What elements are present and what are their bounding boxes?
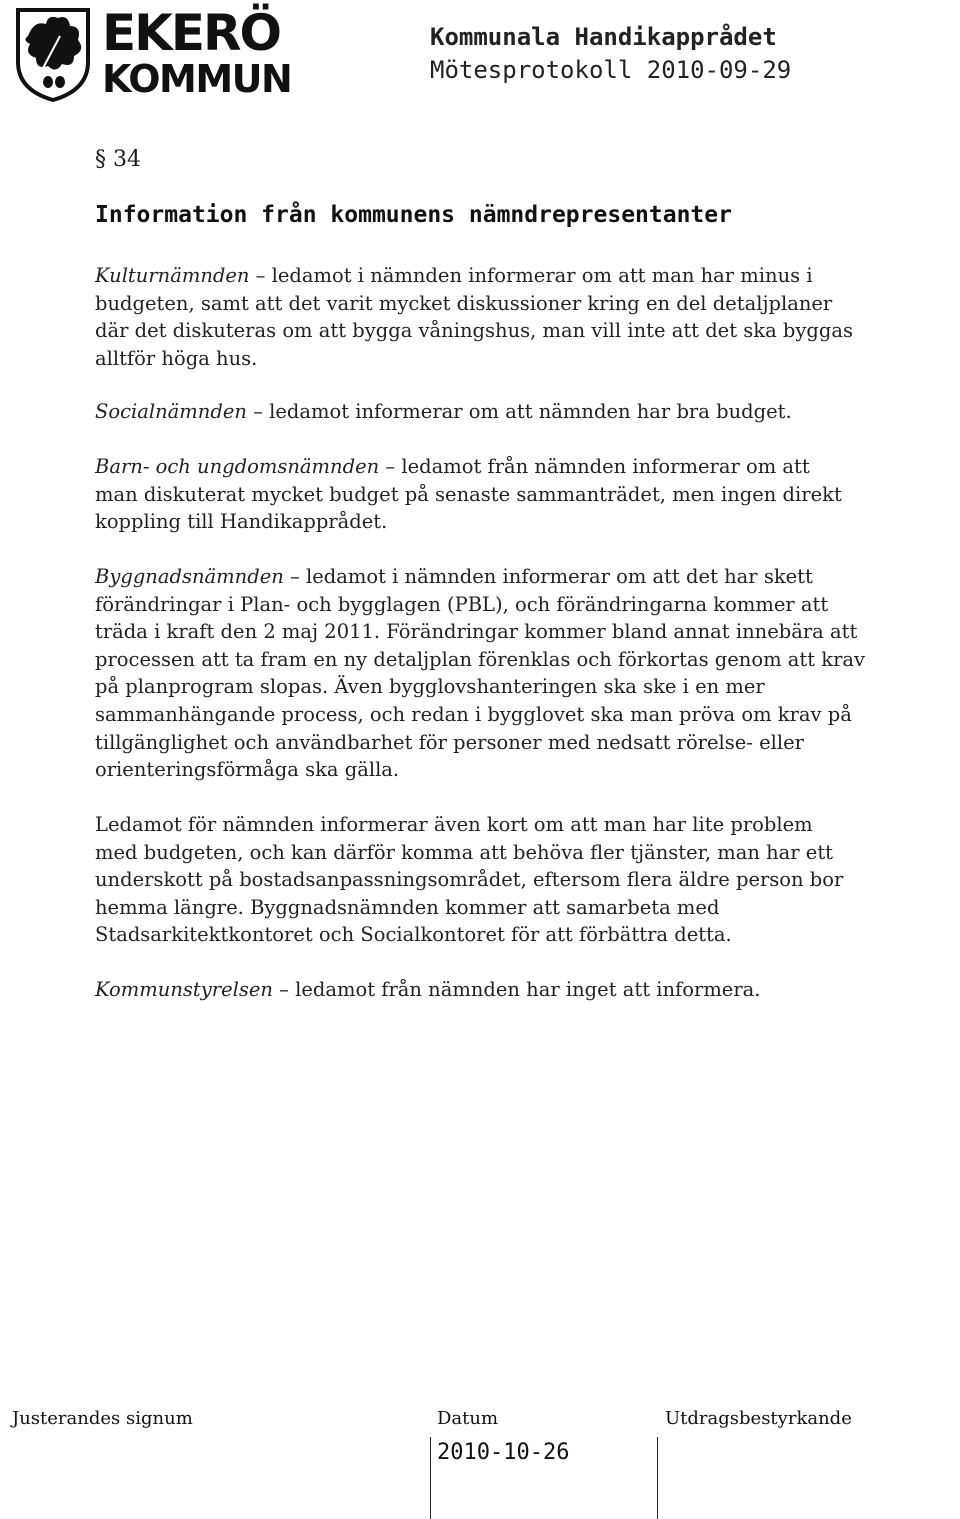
logo-text-kommun: KOMMUN [102,57,292,101]
committee-name: Socialnämnden [95,400,247,423]
paragraph-line: Stadsarkitektkontoret och Socialkontoret för att förbättra detta. [95,923,732,947]
paragraph-line: sammanhängande process, och redan i bygglovet ska man pröva om krav på [95,702,852,726]
footer-divider [657,1437,658,1519]
paragraph-line: – ledamot i nämnden informerar om att det har skett [283,565,813,588]
paragraph-line: träda i kraft den 2 maj 2011. Förändringar kommer bland annat innebära att [95,620,858,644]
paragraph-byggnadsnamnden [95,563,925,784]
paragraph-ledamot-budget [95,811,925,949]
committee-name: Kulturnämnden [95,264,250,287]
signature-label: Justerandes signum [12,1408,193,1429]
paragraph-barn-och-ungdomsnamnden [95,453,925,536]
date-label: Datum [437,1408,499,1429]
footer-divider [430,1437,431,1519]
paragraph-line: Ledamot för nämnden informerar även kort om att man har lite problem [95,813,813,836]
date-value: 2010-10-26 [437,1440,570,1465]
section-number: § 34 [95,147,141,172]
paragraph-line: orienteringsförmåga ska gälla. [95,758,400,782]
committee-name: Barn- och ungdomsnämnden [95,455,380,478]
paragraph-line: underskott på bostadsanpassningsområdet, eftersom flera äldre person bor [95,868,844,892]
paragraph-line: där det diskuteras om att bygga våningshus, man vill inte att det ska byggas [95,319,854,343]
municipality-logo [12,4,292,102]
paragraph-line: alltför höga hus. [95,346,258,370]
paragraph-line: hemma längre. Byggnadsnämnden kommer att samarbeta med [95,895,720,919]
paragraph-line: – ledamot från nämnden informerar om att [379,455,810,478]
logo-text-ekero: EKERÖ [102,4,281,62]
paragraph-line: på planprogram slopas. Även bygglovshanteringen ska ske i en mer [95,675,765,699]
paragraph-line: koppling till Handikapprådet. [95,510,388,534]
document-header [430,22,791,88]
paragraph-line: förändringar i Plan- och bygglagen (PBL), och förändringarna kommer att [95,592,829,616]
committee-name: Byggnadsnämnden [95,565,284,588]
paragraph-line: – ledamot från nämnden har inget att informera. [272,978,761,1001]
paragraph-kulturnamnden [95,262,925,372]
paragraph-line: budgeten, samt att det varit mycket diskussioner kring en del detaljplaner [95,291,833,315]
extract-certification-label: Utdragsbestyrkande [665,1408,852,1429]
paragraph-kommunstyrelsen [95,976,925,1004]
paragraph-socialnamnden [95,398,925,426]
paragraph-line: processen att ta fram en ny detaljplan förenklas och förkortas genom att krav [95,647,866,671]
paragraph-line: med budgeten, och kan därför komma att behöva fler tjänster, man har ett [95,840,834,864]
document-title: Mötesprotokoll 2010-09-29 [430,56,792,84]
organization-name: Kommunala Handikapprådet [430,23,777,51]
paragraph-line: tillgänglighet och användbarhet för personer med nedsatt rörelse- eller [95,730,804,754]
paragraph-line: – ledamot informerar om att nämnden har bra budget. [246,400,792,423]
committee-name: Kommunstyrelsen [95,978,273,1001]
oak-leaf-acorn-emblem-icon [12,6,94,102]
paragraph-line: man diskuterat mycket budget på senaste sammanträdet, men ingen direkt [95,482,842,506]
section-heading: Information från kommunens nämndrepresentanter [95,202,732,228]
paragraph-line: – ledamot i nämnden informerar om att man har minus i [249,264,813,287]
